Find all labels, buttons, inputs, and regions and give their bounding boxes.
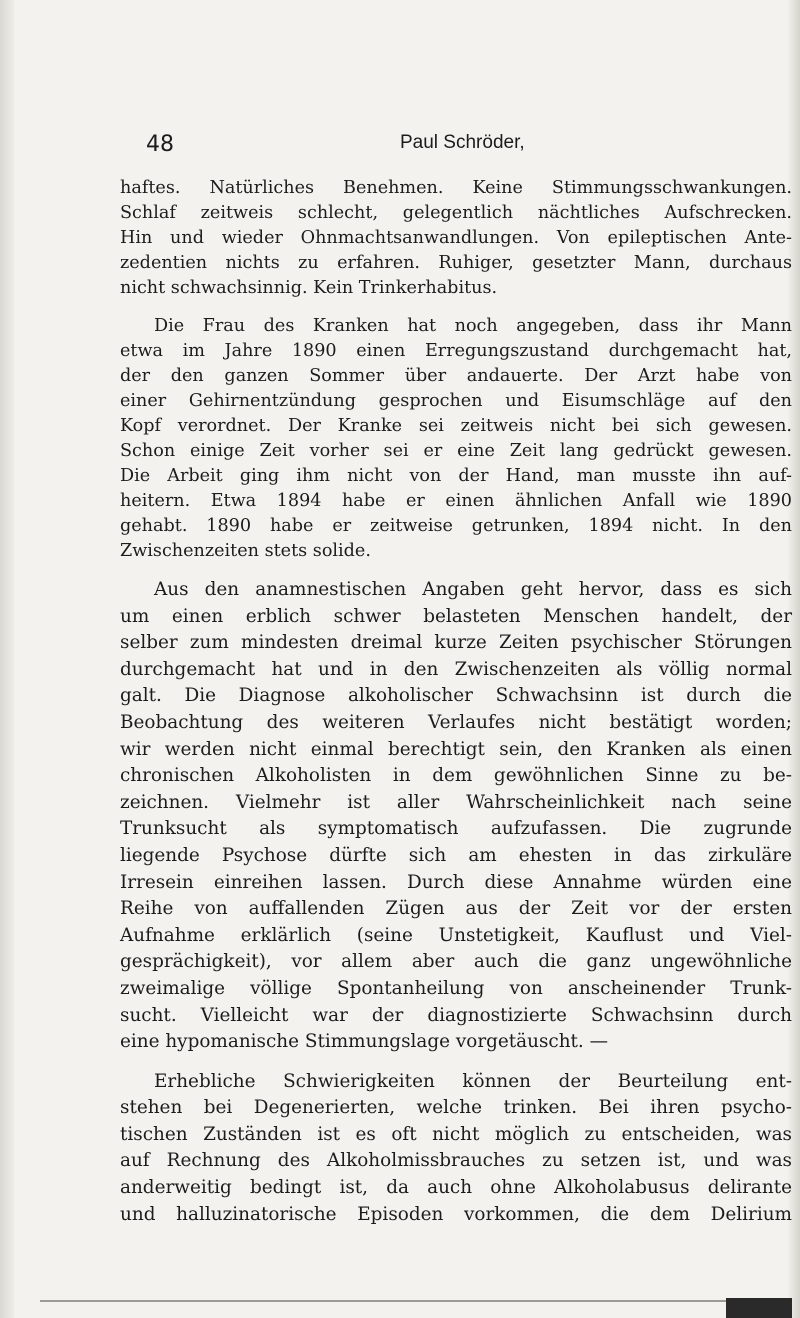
text-line: durchgemacht hat und in den Zwischenzeiten als völlig normal xyxy=(120,658,792,680)
paragraph xyxy=(120,577,792,1056)
bottom-rule xyxy=(40,1300,730,1302)
text-line: Aus den anamnestischen Angaben geht hervor, dass es sich xyxy=(154,579,792,600)
text-line: zedentien nichts zu erfahren. Ruhiger, gesetzter Mann, durchaus xyxy=(120,253,792,273)
text-line: sucht. Vielleicht war der diagnostizierte Schwachsinn durch xyxy=(120,1004,792,1026)
text-line: tischen Zuständen ist es oft nicht möglich zu entscheiden, was xyxy=(120,1123,792,1145)
paragraph xyxy=(120,176,792,301)
text-line: Die Arbeit ging ihm nicht von der Hand, man musste ihn auf- xyxy=(120,466,792,486)
text-line: zweimalige völlige Spontanheilung von anscheinender Trunk- xyxy=(120,977,792,999)
text-line: selber zum mindesten dreimal kurze Zeiten psychischer Störungen xyxy=(120,632,792,654)
text-line: liegende Psychose dürfte sich am ehesten in das zirkuläre xyxy=(120,844,792,866)
running-head: Paul Schröder, xyxy=(400,132,525,153)
page-number: 48 xyxy=(146,132,174,157)
text-line: gehabt. 1890 habe er zeitweise getrunken, 1894 nicht. In den xyxy=(120,516,792,536)
body-text xyxy=(120,176,792,1228)
text-line: einer Gehirnentzündung gesprochen und Eisumschläge auf den xyxy=(120,391,792,411)
corner-mark xyxy=(726,1298,792,1318)
text-line: und halluzinatorische Episoden vorkommen, die dem Delirium xyxy=(120,1203,792,1225)
text-line: Schlaf zeitweis schlecht, gelegentlich nächtliches Aufschrecken. xyxy=(120,203,792,223)
text-line: gesprächigkeit), vor allem aber auch die ganz ungewöhnliche xyxy=(120,951,792,973)
text-line: haftes. Natürliches Benehmen. Keine Stimmungsschwankungen. xyxy=(120,178,792,198)
text-line: nicht schwachsinnig. Kein Trinkerhabitus. xyxy=(120,278,498,298)
text-line: um einen erblich schwer belasteten Menschen handelt, der xyxy=(120,605,792,627)
text-line: stehen bei Degenerierten, welche trinken. Bei ihren psycho- xyxy=(120,1097,792,1119)
text-line: eine hypomanische Stimmungslage vorgetäuscht. — xyxy=(120,1031,609,1053)
text-line: galt. Die Diagnose alkoholischer Schwachsinn ist durch die xyxy=(120,685,792,707)
text-line: Trunksucht als symptomatisch aufzufassen. Die zugrunde xyxy=(120,818,792,840)
text-line: Erhebliche Schwierigkeiten können der Beurteilung ent- xyxy=(154,1070,792,1092)
text-line: zeichnen. Vielmehr ist aller Wahrscheinlichkeit nach seine xyxy=(120,791,792,813)
text-line: Kopf verordnet. Der Kranke sei zeitweis nicht bei sich gewesen. xyxy=(120,416,792,436)
paragraph xyxy=(120,1069,792,1229)
text-line: Zwischenzeiten stets solide. xyxy=(120,541,371,561)
text-line: Die Frau des Kranken hat noch angegeben, dass ihr Mann xyxy=(154,316,792,336)
text-line: Aufnahme erklärlich (seine Unstetigkeit, Kauflust und Viel- xyxy=(120,924,792,946)
text-line: Schon einige Zeit vorher sei er eine Zeit lang gedrückt gewesen. xyxy=(120,441,792,461)
text-line: chronischen Alkoholisten in dem gewöhnlichen Sinne zu be- xyxy=(120,765,792,787)
text-line: auf Rechnung des Alkoholmissbrauches zu setzen ist, und was xyxy=(120,1150,792,1172)
text-line: Beobachtung des weiteren Verlaufes nicht bestätigt worden; xyxy=(120,711,792,733)
text-line: Hin und wieder Ohnmachtsanwandlungen. Von epileptischen Ante- xyxy=(120,228,792,248)
page-header xyxy=(146,132,706,162)
text-line: Reihe von auffallenden Zügen aus der Zeit vor der ersten xyxy=(120,898,792,920)
paragraph xyxy=(120,314,792,564)
text-line: anderweitig bedingt ist, da auch ohne Alkoholabusus delirante xyxy=(120,1177,792,1199)
text-line: Irresein einreihen lassen. Durch diese Annahme würden eine xyxy=(120,871,792,893)
text-line: heitern. Etwa 1894 habe er einen ähnlichen Anfall wie 1890 xyxy=(120,491,792,511)
text-line: wir werden nicht einmal berechtigt sein, den Kranken als einen xyxy=(120,738,792,760)
text-line: etwa im Jahre 1890 einen Erregungszustand durchgemacht hat, xyxy=(120,341,792,361)
page-edge-left xyxy=(0,0,14,1318)
text-line: der den ganzen Sommer über andauerte. Der Arzt habe von xyxy=(120,366,792,386)
